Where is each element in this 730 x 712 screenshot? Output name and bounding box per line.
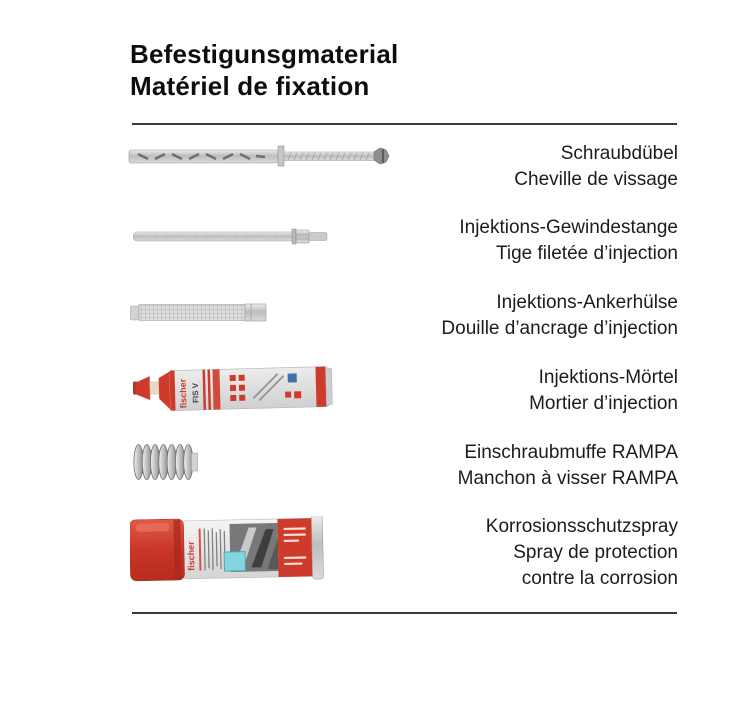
label-de: Korrosionsschutzspray xyxy=(485,516,678,537)
mortar-cartridge-image xyxy=(133,363,336,415)
spraycan-brand-text: fischer xyxy=(185,541,197,571)
page-title-de: Befestigunsgmaterial xyxy=(130,39,399,69)
product-label xyxy=(514,141,678,193)
label-fr-2: contre la corrosion xyxy=(521,568,678,589)
product-label xyxy=(459,215,678,267)
product-label xyxy=(441,290,678,342)
cartridge-product-code: FIS V xyxy=(190,382,201,404)
anchor-sleeve-image xyxy=(130,301,267,323)
content-column xyxy=(130,0,678,712)
label-fr: Spray de protection xyxy=(513,542,678,563)
product-label xyxy=(486,514,678,592)
label-de: Einschraubmuffe RAMPA xyxy=(464,442,678,463)
product-label xyxy=(529,365,678,417)
cartridge-brand-text: fischer xyxy=(177,378,189,409)
threaded-rod-image xyxy=(133,226,329,246)
label-fr: Cheville de vissage xyxy=(514,169,678,190)
label-de: Injektions-Ankerhülse xyxy=(496,292,678,313)
label-fr: Manchon à visser RAMPA xyxy=(457,468,678,489)
product-label xyxy=(458,440,678,492)
divider-bottom xyxy=(132,612,677,614)
page-title xyxy=(130,38,398,102)
rampa-sleeve-image xyxy=(132,441,198,483)
screw-anchor-image xyxy=(128,143,390,169)
label-fr: Douille d’ancrage d’injection xyxy=(441,318,678,339)
label-fr: Tige filetée d’injection xyxy=(495,243,678,264)
label-de: Injektions-Gewindestange xyxy=(459,217,678,238)
label-de: Schraubdübel xyxy=(560,143,678,164)
divider-top xyxy=(132,123,677,125)
label-de: Injektions-Mörtel xyxy=(538,367,678,388)
page-title-fr: Matériel de fixation xyxy=(130,71,370,101)
spray-can-image xyxy=(130,516,327,582)
label-fr: Mortier d’injection xyxy=(529,393,678,414)
